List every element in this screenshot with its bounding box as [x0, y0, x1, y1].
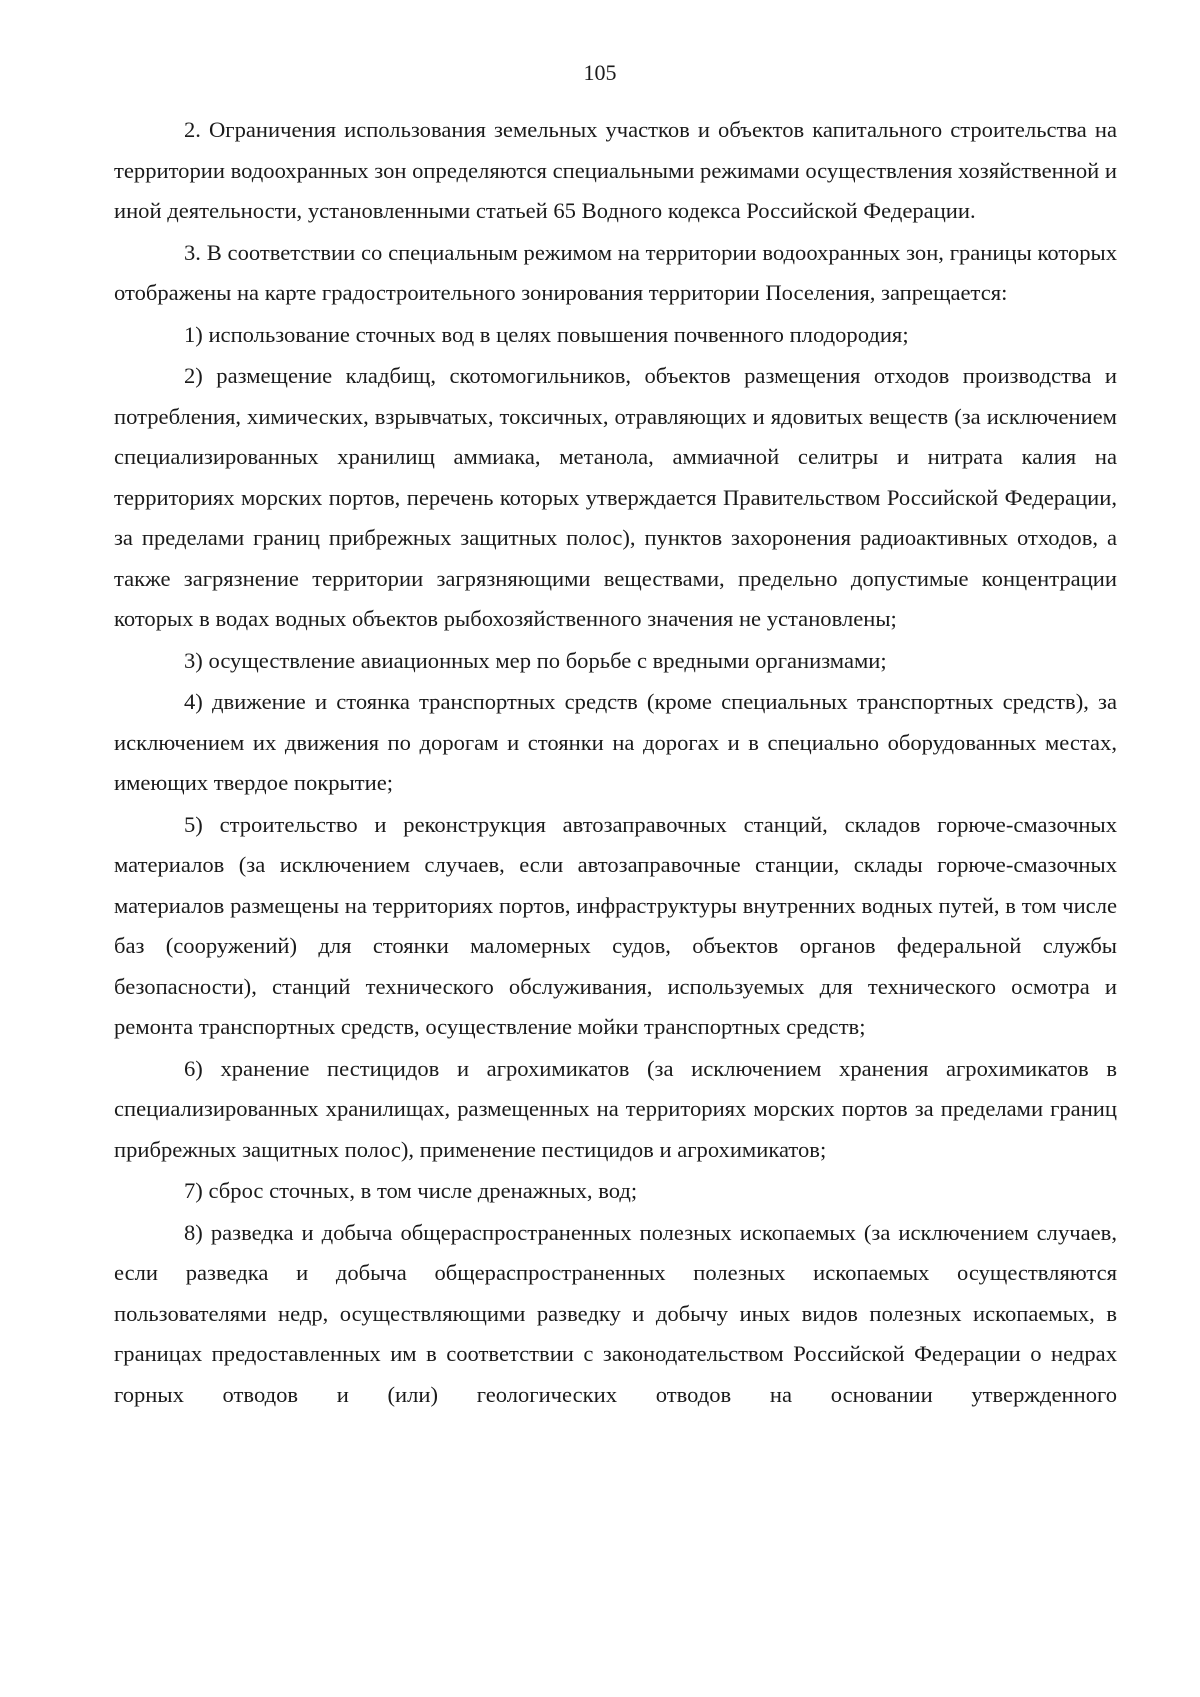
list-item-8: 8) разведка и добыча общераспространенных полезных ископаемых (за исключением случаев, если разведка и добыча общераспространенных полезных ископаемых осуществляются пользователями недр, осуществляющими разведку и добычу иных видов полезных ископаемых, в границах предоставленных им в соответствии с законодательством Российской Федерации о недрах горных отводов и (или) геологических отводов на основании утвержденного [114, 1219, 1117, 1407]
paragraph-item-2: 2. Ограничения использования земельных участков и объектов капитального строительства на территории водоохранных зон определяются специальными режимами осуществления хозяйственной и иной деятельности, установленными статьей 65 Водного кодекса Российской Федерации. [114, 117, 1117, 223]
page-number: 105 [583, 60, 617, 85]
list-item-5: 5) строительство и реконструкция автозаправочных станций, складов горюче-смазочных материалов (за исключением случаев, если автозаправочные станции, склады горюче-смазочных материалов размещены на территориях портов, инфраструктуры внутренних водных путей, в том числе баз (сооружений) для стоянки маломерных судов, объектов органов федеральной службы безопасности), станций технического обслуживания, используемых для технического осмотра и ремонта транспортных средств, осуществление мойки транспортных средств; [114, 811, 1117, 1039]
list-item-4: 4) движение и стоянка транспортных средств (кроме специальных транспортных средств), за исключением их движения по дорогам и стоянки на дорогах и в специально оборудованных местах, имеющих твердое покрытие; [114, 689, 1117, 795]
list-item-1: 1) использование сточных вод в целях повышения почвенного плодородия; [184, 321, 909, 347]
paragraph-item-3: 3. В соответствии со специальным режимом на территории водоохранных зон, границы которых отображены на карте градостроительного зонирования территории Поселения, запрещается: [114, 239, 1117, 305]
list-item-7: 7) сброс сточных, в том числе дренажных, вод; [184, 1178, 638, 1203]
list-item-3: 3) осуществление авиационных мер по борьбе с вредными организмами; [184, 647, 887, 673]
list-item-2: 2) размещение кладбищ, скотомогильников, объектов размещения отходов производства и потребления, химических, взрывчатых, токсичных, отравляющих и ядовитых веществ (за исключением специализированных хранилищ аммиака, метанола, аммиачной селитры и нитрата калия на территориях морских портов, перечень которых утверждается Правительством Российской Федерации, за пределами границ прибрежных защитных полос), пунктов захоронения радиоактивных отходов, а также загрязнение территории загрязняющими веществами, предельно допустимые концентрации которых в водах водных объектов рыбохозяйственного значения не установлены; [114, 363, 1117, 631]
list-item-6: 6) хранение пестицидов и агрохимикатов (за исключением хранения агрохимикатов в специализированных хранилищах, размещенных на территориях морских портов за пределами границ прибрежных защитных полос), применение пестицидов и агрохимикатов; [114, 1055, 1117, 1162]
document-body [114, 110, 1117, 1415]
